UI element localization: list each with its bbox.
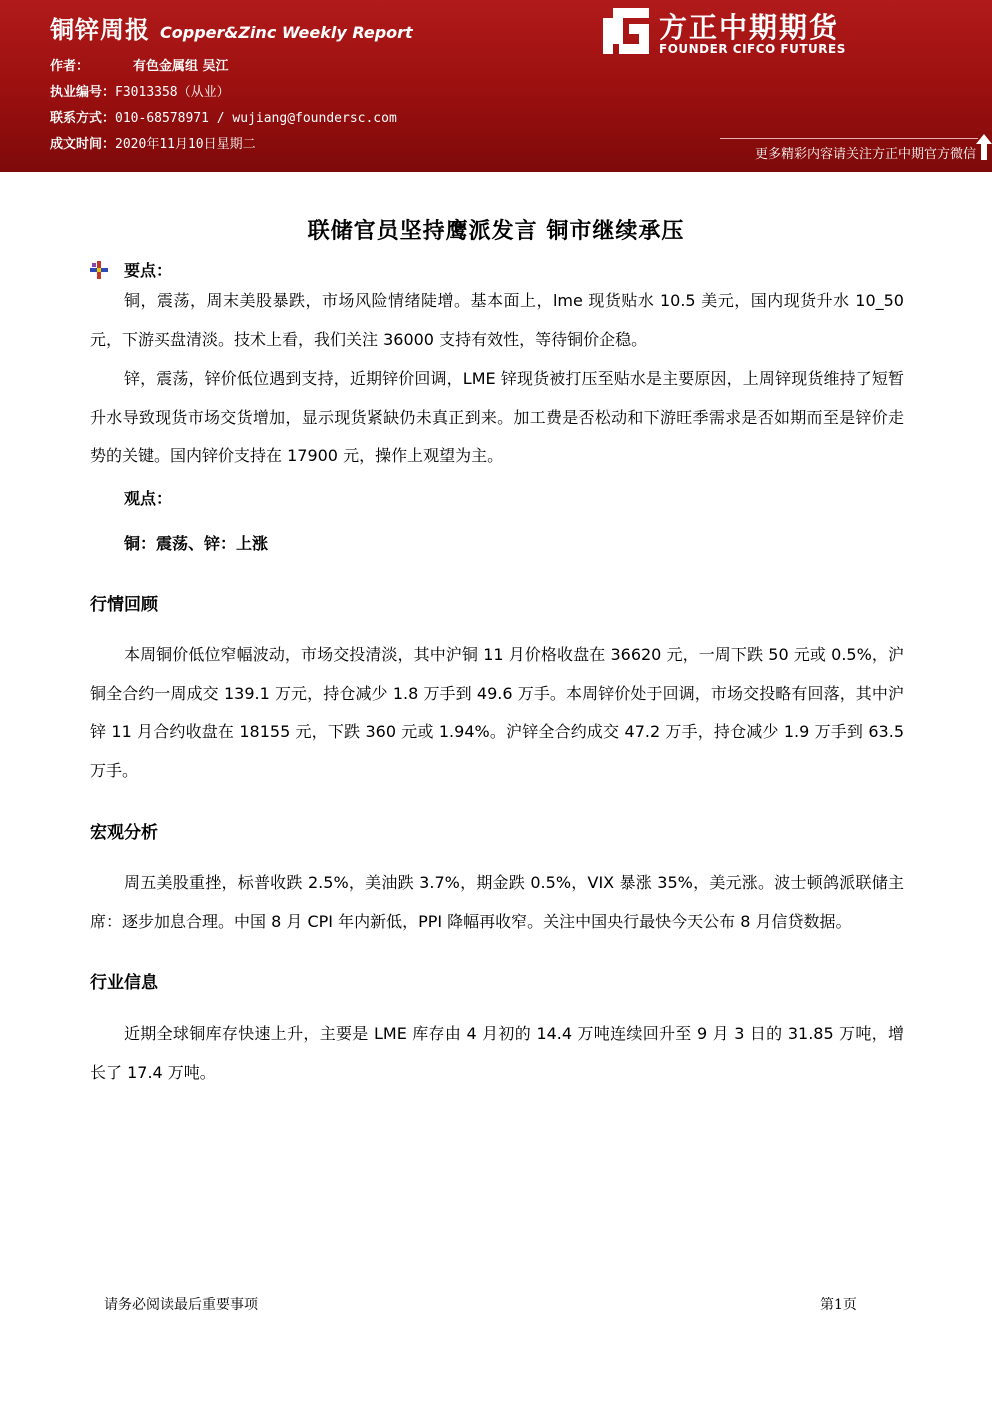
section-market-review: 行情回顾 — [90, 595, 158, 615]
macro-analysis-text: 周五美股重挫，标普收跌 2.5%，美油跌 3.7%，期金跌 0.5%，VIX 暴涨 35%，美元涨。波士顿鸽派联储主席：逐步加息合理。中国 8 月 CPI 年内新低，PPI 降幅再收窄。关注中国央行最快今天公布 8 月信贷数据。 — [90, 873, 904, 931]
author-value: 有色金属组 吴江 — [133, 59, 229, 74]
page-number: 第1页 — [820, 1297, 857, 1313]
industry-info-text: 近期全球铜库存快速上升，主要是 LME 库存由 4 月初的 14.4 万吨连续回升至 9 月 3 日的 31.85 万吨，增长了 17.4 万吨。 — [90, 1024, 904, 1082]
company-logo — [603, 6, 863, 56]
keypoint-zinc: 锌，震荡，锌价低位遇到支持，近期锌价回调，LME 锌现货被打压至贴水是主要原因，上周锌现货维持了短暂升水导致现货市场交货增加，显示现货紧缺仍未真正到来。加工费是否松动和下游旺季需求是否如期而至是锌价走势的关键。国内锌价支持在 17900 元，操作上观望为主。 — [90, 369, 904, 465]
date-row — [50, 133, 256, 152]
contact-value: 010-68578971 / wujiang@foundersc.com — [115, 111, 397, 126]
logo-cn-text: 方正中期期货 — [659, 11, 840, 44]
date-value: 2020年11月10日星期二 — [115, 137, 256, 152]
up-arrow-icon — [976, 134, 992, 160]
author-row — [50, 55, 229, 74]
founder-logo-icon — [603, 8, 649, 54]
keypoints-heading — [90, 258, 172, 281]
follow-divider — [720, 138, 978, 139]
market-review-text: 本周铜价低位窄幅波动，市场交投清淡，其中沪铜 11 月价格收盘在 36620 元，一周下跌 50 元或 0.5%，沪铜全合约一周成交 139.1 万元，持仓减少 1.8 万手到 49.6 万手。本周锌价处于回调，市场交投略有回落，其中沪锌 11 月合约收盘在 18155 元，下跌 360 元或 1.94%。沪锌全合约成交 47.2 万手，持仓减少 1.9 万手到 63.5 万手。 — [90, 645, 904, 780]
report-title — [50, 10, 413, 45]
follow-wechat-text: 更多精彩内容请关注方正中期官方微信 — [754, 147, 976, 162]
contact-label: 联系方式： — [50, 111, 116, 126]
keypoint-copper: 铜，震荡，周末美股暴跌，市场风险情绪陡增。基本面上，lme 现货贴水 10.5 美元，国内现货升水 10_50 元，下游买盘清淡。技术上看，我们关注 36000 支持有效性，等待铜价企稳。 — [90, 291, 904, 349]
contact-row — [50, 107, 397, 126]
author-label: 作者： — [50, 59, 90, 74]
document-title: 联储官员坚持鹰派发言 铜市继续承压 — [307, 219, 685, 244]
footer-notice: 请务必阅读最后重要事项 — [104, 1297, 258, 1313]
report-header — [0, 0, 992, 172]
license-label: 执业编号： — [50, 85, 116, 100]
view-text: 铜：震荡、锌：上涨 — [124, 534, 269, 553]
report-title-en: Copper&Zinc Weekly Report — [160, 23, 413, 42]
bullet-icon — [90, 261, 108, 279]
section-industry-info: 行业信息 — [90, 973, 158, 993]
keypoints-label: 要点： — [124, 261, 173, 280]
license-value: F3013358（从业） — [115, 85, 230, 100]
section-macro-analysis: 宏观分析 — [90, 823, 158, 843]
report-title-cn: 铜锌周报 — [50, 16, 150, 44]
logo-en-text: FOUNDER CIFCO FUTURES — [659, 42, 846, 56]
view-heading: 观点： — [124, 489, 173, 508]
date-label: 成文时间： — [50, 137, 116, 152]
license-row — [50, 81, 230, 100]
